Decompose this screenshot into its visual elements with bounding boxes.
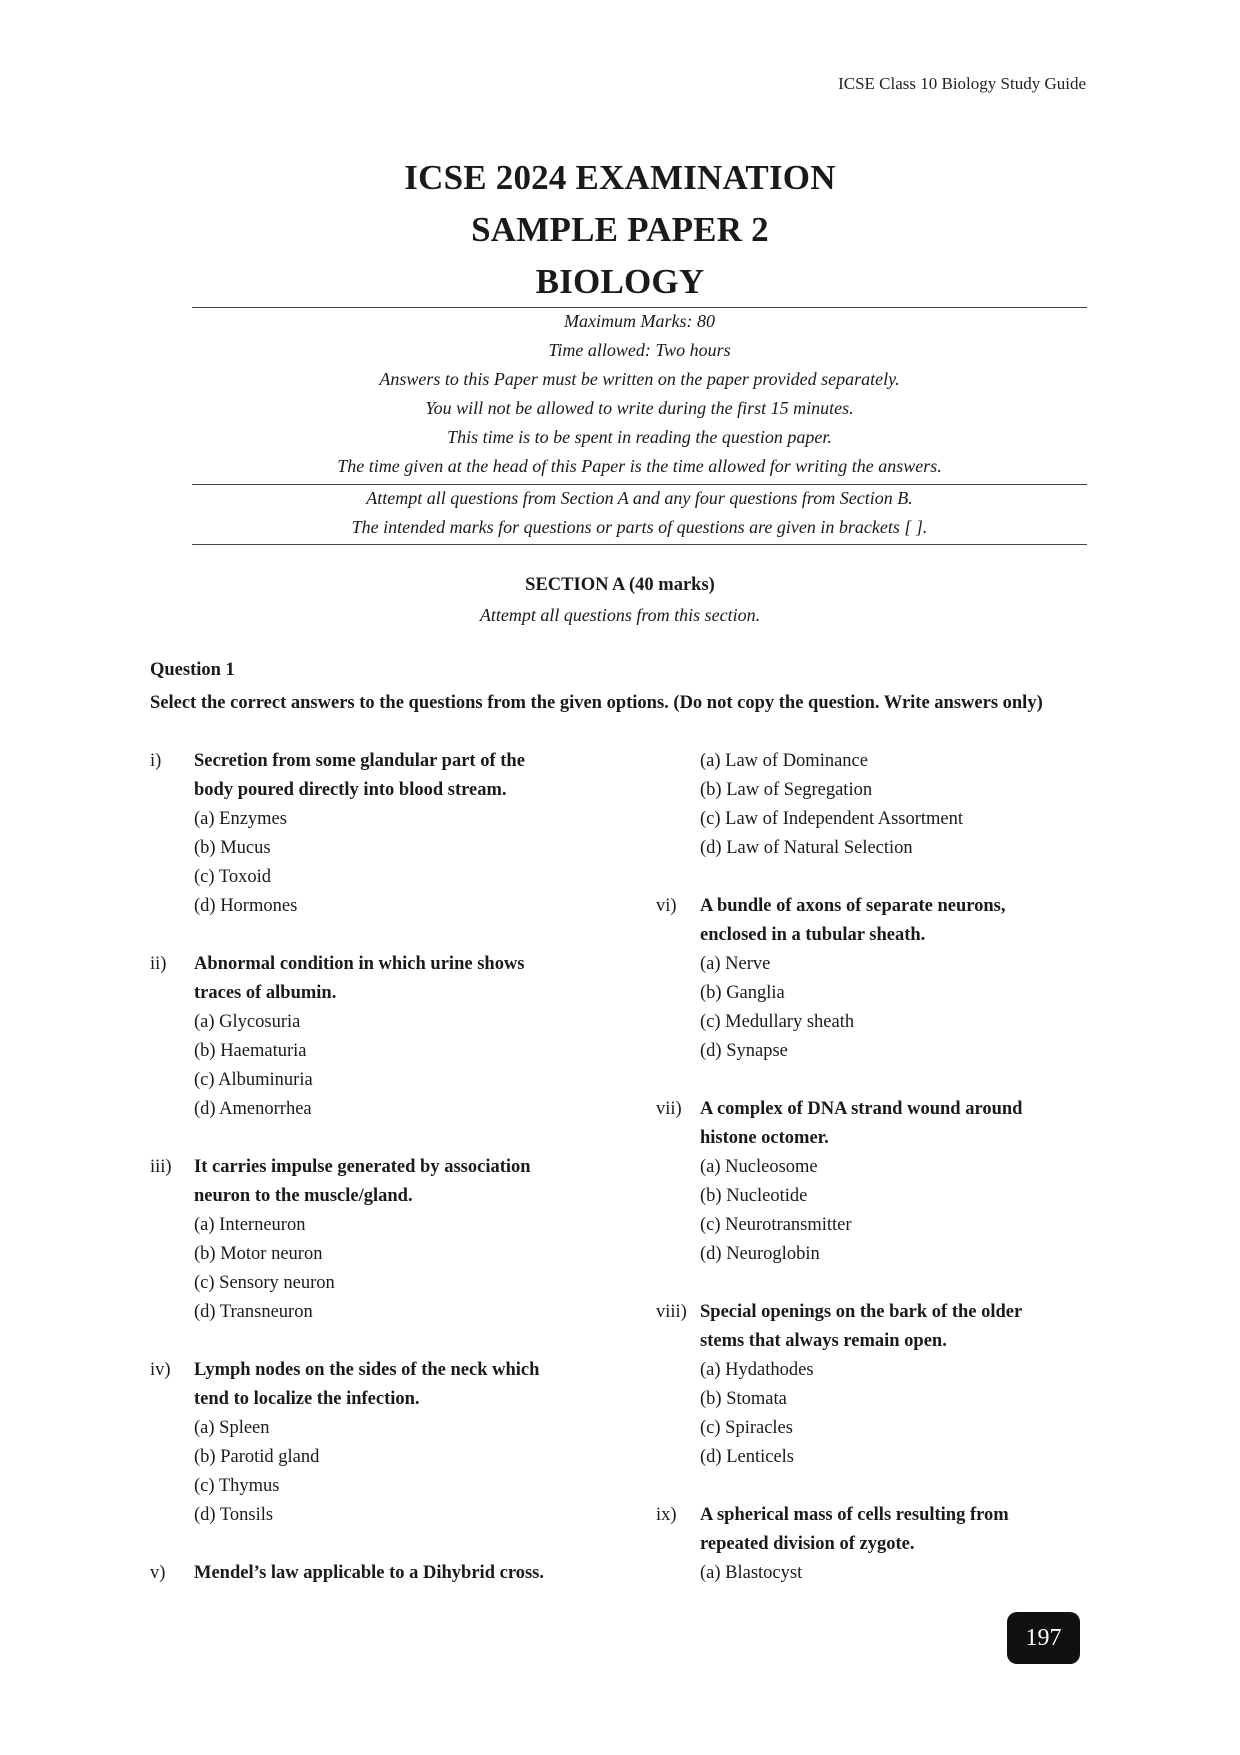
exam-instructions — [192, 307, 1087, 481]
item-stem: neuron to the muscle/gland. — [194, 1186, 413, 1206]
item-number: v) — [150, 1563, 166, 1583]
option: (d) Hormones — [194, 896, 298, 916]
question-item — [656, 892, 1096, 1066]
bottom-rule — [192, 544, 1087, 545]
item-stem: Secretion from some glandular part of the — [194, 751, 525, 771]
option: (c) Law of Independent Assortment — [700, 809, 964, 829]
item-stem: traces of albumin. — [194, 983, 337, 1003]
right-column — [656, 747, 1096, 1588]
option: (d) Amenorrhea — [194, 1099, 312, 1119]
running-header: ICSE Class 10 Biology Study Guide — [838, 74, 1086, 93]
question-item-continued — [656, 747, 1096, 863]
item-number: vi) — [656, 896, 677, 916]
item-number: iv) — [150, 1360, 171, 1380]
subject-title: BIOLOGY — [535, 262, 705, 301]
option: (a) Nucleosome — [700, 1157, 818, 1177]
question-item — [656, 1501, 1096, 1588]
option: (d) Tonsils — [194, 1505, 274, 1525]
item-stem: tend to localize the infection. — [194, 1389, 420, 1409]
item-stem: repeated division of zygote. — [700, 1534, 915, 1554]
option: (b) Motor neuron — [194, 1244, 323, 1264]
option: (d) Law of Natural Selection — [700, 838, 913, 858]
question-item — [150, 950, 610, 1124]
option: (b) Mucus — [194, 838, 271, 858]
attempt-note: Attempt all questions from Section A and any four questions from Section B. — [366, 488, 913, 508]
left-column — [150, 747, 610, 1588]
paper-title: SAMPLE PAPER 2 — [471, 210, 769, 249]
question-item — [150, 1153, 610, 1327]
option: (a) Spleen — [194, 1418, 270, 1438]
question-instruction: Select the correct answers to the questions from the given options. (Do not copy the question. Write answers only) — [150, 693, 1043, 713]
item-stem: Abnormal condition in which urine shows — [194, 954, 525, 974]
attempt-note: The intended marks for questions or parts of questions are given in brackets [ ]. — [351, 517, 928, 537]
instruction-line: The time given at the head of this Paper is the time allowed for writing the answers. — [337, 456, 942, 476]
option: (d) Transneuron — [194, 1302, 313, 1322]
option: (b) Parotid gland — [194, 1447, 320, 1467]
option: (d) Synapse — [700, 1041, 788, 1061]
option: (b) Law of Segregation — [700, 780, 873, 800]
option: (c) Thymus — [194, 1476, 280, 1496]
item-stem: A complex of DNA strand wound around — [700, 1099, 1023, 1119]
option: (d) Neuroglobin — [700, 1244, 820, 1264]
question-item — [150, 1356, 610, 1530]
option: (a) Blastocyst — [700, 1563, 803, 1583]
item-stem: histone octomer. — [700, 1128, 829, 1148]
option: (a) Nerve — [700, 954, 771, 974]
option: (c) Sensory neuron — [194, 1273, 335, 1293]
option: (b) Ganglia — [700, 983, 785, 1003]
item-stem: stems that always remain open. — [700, 1331, 947, 1351]
item-stem: A bundle of axons of separate neurons, — [700, 896, 1006, 916]
exam-title-block — [0, 152, 1240, 308]
attempt-notes — [192, 484, 1087, 542]
option: (b) Stomata — [700, 1389, 787, 1409]
item-number: iii) — [150, 1157, 172, 1177]
time-allowed: Time allowed: Two hours — [548, 340, 731, 360]
item-stem: A spherical mass of cells resulting from — [700, 1505, 1009, 1525]
option: (d) Lenticels — [700, 1447, 794, 1467]
question-heading: Question 1 — [150, 660, 235, 680]
option: (c) Toxoid — [194, 867, 271, 887]
option: (b) Haematuria — [194, 1041, 307, 1061]
page-number: 197 — [1007, 1612, 1080, 1664]
item-stem: It carries impulse generated by association — [194, 1157, 531, 1177]
item-stem: Special openings on the bark of the older — [700, 1302, 1023, 1322]
exam-title: ICSE 2024 EXAMINATION — [404, 158, 836, 197]
instruction-line: Answers to this Paper must be written on the paper provided separately. — [379, 369, 900, 389]
item-stem: enclosed in a tubular sheath. — [700, 925, 926, 945]
instruction-line: You will not be allowed to write during the first 15 minutes. — [425, 398, 854, 418]
option: (c) Medullary sheath — [700, 1012, 855, 1032]
option: (c) Albuminuria — [194, 1070, 313, 1090]
instruction-line: This time is to be spent in reading the question paper. — [447, 427, 832, 447]
option: (a) Interneuron — [194, 1215, 306, 1235]
item-number: viii) — [656, 1302, 687, 1322]
question-item — [150, 1559, 610, 1588]
option: (a) Enzymes — [194, 809, 287, 829]
item-number: i) — [150, 751, 162, 771]
section-title: SECTION A (40 marks) — [525, 575, 715, 595]
option: (a) Law of Dominance — [700, 751, 868, 771]
item-number: ii) — [150, 954, 167, 974]
section-subtitle: Attempt all questions from this section. — [479, 605, 761, 625]
question-item — [656, 1298, 1096, 1472]
max-marks: Maximum Marks: 80 — [564, 311, 715, 331]
option: (c) Neurotransmitter — [700, 1215, 852, 1235]
question-item — [150, 747, 610, 921]
option: (a) Glycosuria — [194, 1012, 301, 1032]
item-number: vii) — [656, 1099, 682, 1119]
option: (c) Spiracles — [700, 1418, 793, 1438]
item-stem: Mendel’s law applicable to a Dihybrid cross. — [194, 1563, 544, 1583]
item-number: ix) — [656, 1505, 677, 1525]
option: (b) Nucleotide — [700, 1186, 808, 1206]
option: (a) Hydathodes — [700, 1360, 814, 1380]
item-stem: Lymph nodes on the sides of the neck which — [194, 1360, 540, 1380]
item-stem: body poured directly into blood stream. — [194, 780, 507, 800]
question-item — [656, 1095, 1096, 1269]
